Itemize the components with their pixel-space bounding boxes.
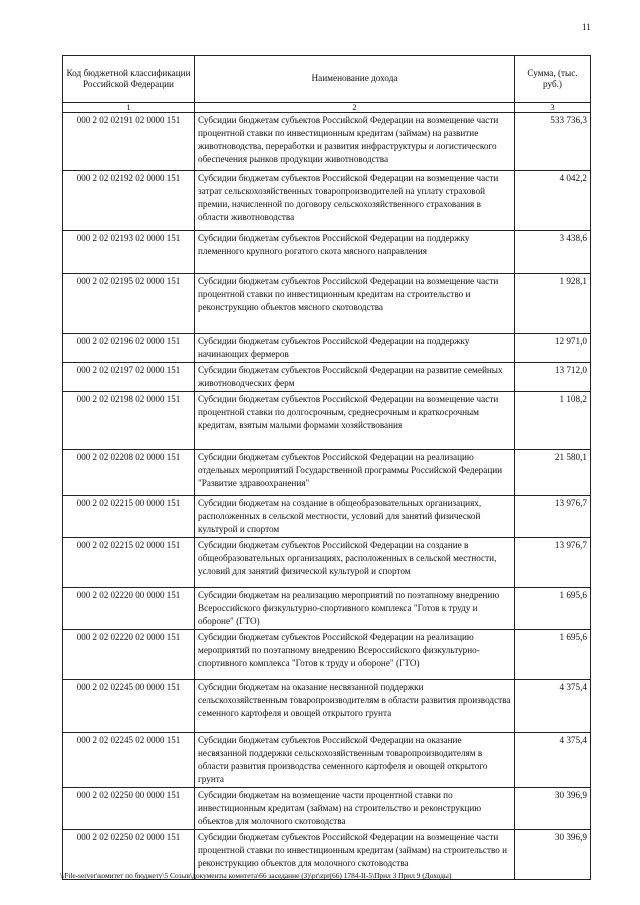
column-number-row	[63, 103, 591, 113]
row-code: 000 2 02 02191 02 0000 151	[63, 113, 195, 171]
table-row	[63, 680, 591, 733]
row-name: Субсидии бюджетам субъектов Российской Федерации на поддержку племенного крупного рогатого скота мясного направления	[195, 231, 515, 274]
row-name: Субсидии бюджетам субъектов Российской Федерации на возмещение части процентной ставки по инвестиционным кредитам на строительство и реконструкцию объектов мясного скотоводства	[195, 274, 515, 334]
table-row	[63, 334, 591, 363]
row-name: Субсидии бюджетам на создание в общеобразовательных организациях, расположенных в сельской местности, условий для занятий физической культурой и спортом	[195, 496, 515, 538]
page-number: 11	[582, 22, 591, 32]
row-name: Субсидии бюджетам субъектов Российской Федерации на реализацию мероприятий по поэтапному внедрению Всероссийского физкультурно-спортивного комплекса "Готов к труду и обороне" (ГТО)	[195, 630, 515, 680]
table-row	[63, 538, 591, 588]
row-code: 000 2 02 02250 02 0000 151	[63, 830, 195, 880]
table-row	[63, 231, 591, 274]
row-amount: 12 971,0	[515, 334, 591, 363]
row-name: Субсидии бюджетам на оказание несвязанной поддержки сельскохозяйственным товаропроизводителям в области развития производства семенного картофеля и овощей открытого грунта	[195, 680, 515, 733]
row-amount: 1 695,6	[515, 588, 591, 630]
row-code: 000 2 02 02192 02 0000 151	[63, 171, 195, 231]
table-header-row	[63, 56, 591, 103]
table-row	[63, 630, 591, 680]
row-code: 000 2 02 02245 02 0000 151	[63, 733, 195, 788]
row-code: 000 2 02 02208 02 0000 151	[63, 450, 195, 496]
column-number: 3	[515, 103, 591, 113]
row-code: 000 2 02 02245 00 0000 151	[63, 680, 195, 733]
row-amount: 21 580,1	[515, 450, 591, 496]
row-code: 000 2 02 02220 00 0000 151	[63, 588, 195, 630]
row-amount: 30 396,9	[515, 788, 591, 830]
row-code: 000 2 02 02215 00 0000 151	[63, 496, 195, 538]
column-number: 1	[63, 103, 195, 113]
row-amount: 3 438,6	[515, 231, 591, 274]
row-name: Субсидии бюджетам субъектов Российской Федерации на реализацию отдельных мероприятий Государственной программы Российской Федерации "Развитие здравоохранения"	[195, 450, 515, 496]
table-row	[63, 450, 591, 496]
table-row	[63, 113, 591, 171]
row-code: 000 2 02 02195 02 0000 151	[63, 274, 195, 334]
row-amount: 4 375,4	[515, 680, 591, 733]
row-amount: 13 976,7	[515, 496, 591, 538]
row-amount: 4 375,4	[515, 733, 591, 788]
row-name: Субсидии бюджетам субъектов Российской Федерации на возмещение части процентной ставки по долгосрочным, среднесрочным и краткосрочным кредитам, взятым малыми формами хозяйствования	[195, 392, 515, 450]
row-name: Субсидии бюджетам на реализацию мероприятий по поэтапному внедрению Всероссийского физкультурно-спортивного комплекса "Готов к труду и обороне" (ГТО)	[195, 588, 515, 630]
row-code: 000 2 02 02197 02 0000 151	[63, 363, 195, 392]
row-name: Субсидии бюджетам субъектов Российской Федерации на создание в общеобразовательных организациях, расположенных в сельской местности, условий для занятий физической культурой и спортом	[195, 538, 515, 588]
row-amount: 1 928,1	[515, 274, 591, 334]
row-code: 000 2 02 02220 02 0000 151	[63, 630, 195, 680]
table-row	[63, 496, 591, 538]
row-amount: 13 712,0	[515, 363, 591, 392]
row-name: Субсидии бюджетам субъектов Российской Федерации на возмещение части процентной ставки по инвестиционным кредитам (займам) на строительство и реконструкцию объектов для молочного скотоводства	[195, 830, 515, 880]
row-code: 000 2 02 02198 02 0000 151	[63, 392, 195, 450]
header-name: Наименование дохода	[195, 56, 515, 103]
revenue-table	[62, 55, 591, 880]
row-amount: 30 396,9	[515, 830, 591, 880]
table-row	[63, 788, 591, 830]
column-number: 2	[195, 103, 515, 113]
footer-file-path: \\File-server\комитет по бюджету\5 Созыв\документы комитета\66 заседание (3)\pr\zpr(66) 1784-II-5\Прил 3 Прил 9 (Доходы)	[60, 871, 452, 880]
row-amount: 1 108,2	[515, 392, 591, 450]
row-amount: 1 695,6	[515, 630, 591, 680]
table-row	[63, 588, 591, 630]
table-row	[63, 274, 591, 334]
table-row	[63, 363, 591, 392]
row-amount: 13 976,7	[515, 538, 591, 588]
row-code: 000 2 02 02196 02 0000 151	[63, 334, 195, 363]
row-name: Субсидии бюджетам субъектов Российской Федерации на поддержку начинающих фермеров	[195, 334, 515, 363]
row-amount: 533 736,3	[515, 113, 591, 171]
row-name: Субсидии бюджетам субъектов Российской Федерации на возмещение части процентной ставки по инвестиционным кредитам (займам) на развитие животноводства, переработки и развития инфраструктуры и логистического обеспечения рынков продукции животноводства	[195, 113, 515, 171]
table-row	[63, 171, 591, 231]
row-name: Субсидии бюджетам на возмещение части процентной ставки по инвестиционным кредитам (займам) на строительство и реконструкцию объектов для молочного скотоводства	[195, 788, 515, 830]
row-amount: 4 042,2	[515, 171, 591, 231]
row-code: 000 2 02 02215 02 0000 151	[63, 538, 195, 588]
header-code: Код бюджетной классификации Российской Федерации	[63, 56, 195, 103]
row-code: 000 2 02 02193 02 0000 151	[63, 231, 195, 274]
row-code: 000 2 02 02250 00 0000 151	[63, 788, 195, 830]
row-name: Субсидии бюджетам субъектов Российской Федерации на оказание несвязанной поддержки сельскохозяйственным товаропроизводителям в области развития производства семенного картофеля и овощей открытого грунта	[195, 733, 515, 788]
row-name: Субсидии бюджетам субъектов Российской Федерации на развитие семейных животноводческих ферм	[195, 363, 515, 392]
header-amount: Сумма, (тыс. руб.)	[515, 56, 591, 103]
row-name: Субсидии бюджетам субъектов Российской Федерации на возмещение части затрат сельскохозяйственных товаропроизводителей на уплату страховой премии, начисленной по договору сельскохозяйственного страхования в области животноводства	[195, 171, 515, 231]
table-row	[63, 392, 591, 450]
table-row	[63, 733, 591, 788]
